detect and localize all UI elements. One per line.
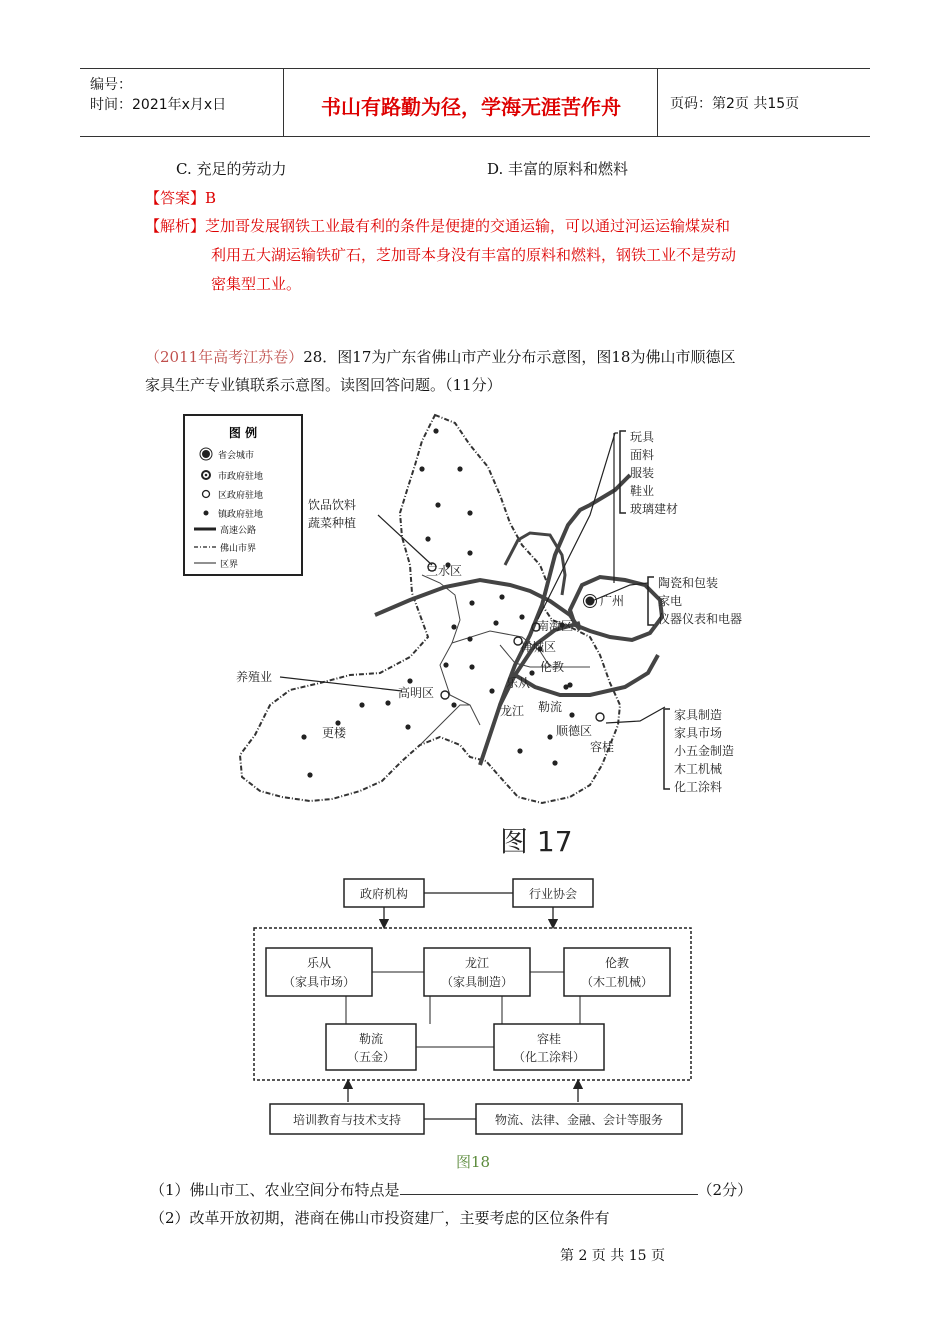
lunjiao-name: 伦教: [604, 956, 630, 970]
serial-label: 编号：: [90, 77, 132, 93]
industry-mid-item: 家电: [658, 594, 683, 608]
provincial-capital-icon: [202, 450, 210, 458]
analysis-line-3: 密集型工业。: [211, 275, 302, 293]
industry-top-item: 服装: [630, 466, 655, 480]
header-meta: [90, 75, 226, 115]
training-label: 培训教育与技术支持: [292, 1113, 402, 1127]
bracket-bottom: [664, 709, 670, 789]
gaoming-marker: [441, 691, 449, 699]
gov-label: 政府机构: [359, 887, 409, 901]
question-text: 28．图17为广东省佛山市产业分布示意图，图18为佛山市顺德区: [303, 348, 736, 366]
legend-item: 市政府驻地: [218, 472, 264, 482]
question-line-2: 家具生产专业镇联系示意图。读图回答问题。（11分）: [145, 376, 502, 394]
industry-mid-item: 陶瓷和包装: [658, 576, 719, 590]
industry-mid-item: 仪器仪表和电器: [658, 612, 743, 626]
label-chancheng: 禅城区: [520, 640, 557, 654]
industry-bottom-item: 木工机械: [674, 762, 723, 776]
legend-item: 区界: [220, 560, 239, 570]
answer-line: [145, 186, 216, 210]
label-sanshui: 三水区: [426, 564, 463, 578]
label-leliu: 勒流: [538, 700, 563, 714]
question-source: （2011年高考江苏卷）: [145, 348, 304, 366]
assoc-label: 行业协会: [528, 887, 578, 901]
label-genglou: 更楼: [322, 726, 347, 740]
town-gov-icon: [204, 511, 209, 516]
footer-page: 第 2 页 共 15 页: [560, 1248, 665, 1264]
label-longjiang: 龙江: [500, 704, 525, 718]
label-drink: 饮品饮料: [308, 498, 357, 512]
lecong-sub: （家具市场）: [282, 975, 356, 989]
longjiang-name: 龙江: [464, 956, 490, 970]
header-divider: [283, 69, 284, 136]
figure-18-caption: 图18: [456, 1153, 491, 1171]
question-1: [150, 1178, 752, 1202]
figure-17-caption: 图 17: [500, 825, 573, 858]
figure-18-diagram: [250, 872, 700, 1142]
district-border: [422, 575, 480, 725]
highway: [515, 655, 658, 695]
ronggui-name: 容桂: [536, 1032, 562, 1046]
q1-score: （2分）: [697, 1181, 753, 1199]
industry-top-item: 面料: [630, 448, 655, 462]
legend-item: 区政府驻地: [218, 491, 264, 501]
label-veg: 蔬菜种植: [308, 516, 357, 530]
longjiang-sub: （家具制造）: [440, 975, 514, 989]
industry-top-item: 鞋业: [630, 484, 655, 498]
industry-top-item: 玩具: [630, 430, 655, 444]
legend-item: 镇政府驻地: [218, 510, 264, 520]
bracket-mid: [648, 577, 654, 625]
shunde-marker: [596, 713, 604, 721]
industry-bottom-item: 化工涂料: [674, 780, 723, 794]
q1-text: （1）佛山市工、农业空间分布特点是: [150, 1181, 400, 1199]
header-divider: [657, 69, 658, 136]
industry-bottom-item: 小五金制造: [674, 744, 735, 758]
industry-bottom-item: 家具市场: [674, 726, 723, 740]
option-c: C. 充足的劳动力: [176, 160, 287, 178]
label-breeding: 养殖业: [236, 670, 273, 684]
bracket-top: [620, 431, 626, 513]
page-info: 页码：第2页 共15页: [670, 96, 800, 112]
answer-tag: 【答案】: [145, 189, 206, 207]
legend-item: 高速公路: [220, 526, 257, 536]
lecong-name: 乐从: [306, 956, 332, 970]
question-line-1: [145, 345, 735, 369]
industry-bottom-item: 家具制造: [674, 708, 723, 722]
lunjiao-sub: （木工机械）: [580, 975, 654, 989]
question-2: （2）改革开放初期，港商在佛山市投资建厂，主要考虑的区位条件有: [150, 1209, 610, 1227]
label-lecong: 乐从: [506, 676, 531, 690]
label-nanhai: 南海区: [537, 619, 574, 633]
analysis-line-2: 利用五大湖运输铁矿石，芝加哥本身没有丰富的原料和燃料，钢铁工业不是劳动: [211, 246, 737, 264]
services-label: 物流、法律、金融、会计等服务: [494, 1113, 664, 1127]
ronggui-sub: （化工涂料）: [512, 1050, 586, 1064]
label-lunjiao: 伦教: [540, 660, 565, 674]
label-ronggui: 容桂: [590, 740, 615, 754]
motto: 书山有路勤为径，学海无涯苦作舟: [321, 95, 621, 119]
leliu-name: 勒流: [358, 1032, 384, 1046]
legend-item: 佛山市界: [220, 544, 257, 554]
label-gaoming: 高明区: [398, 686, 435, 700]
header-table: [80, 68, 870, 137]
analysis-tag: 【解析】: [145, 217, 206, 235]
analysis-text: 芝加哥发展钢铁工业最有利的条件是便捷的交通运输，可以通过河运运输煤炭和: [205, 217, 731, 235]
answer-blank[interactable]: [400, 1178, 698, 1195]
figure-17-map: [170, 405, 780, 865]
option-d: D. 丰富的原料和燃料: [487, 160, 629, 178]
legend-title: 图 例: [228, 426, 258, 440]
label-guangzhou: 广州: [600, 594, 625, 608]
label-shunde: 顺德区: [556, 724, 593, 738]
analysis-line-1: [145, 214, 730, 238]
district-border: [420, 705, 470, 745]
date-line: 时间：2021年x月x日: [90, 97, 227, 113]
legend-item: 省会城市: [218, 451, 255, 461]
answer-value: B: [205, 189, 217, 207]
leliu-sub: （五金）: [346, 1050, 396, 1064]
industry-top-item: 玻璃建材: [630, 502, 679, 516]
